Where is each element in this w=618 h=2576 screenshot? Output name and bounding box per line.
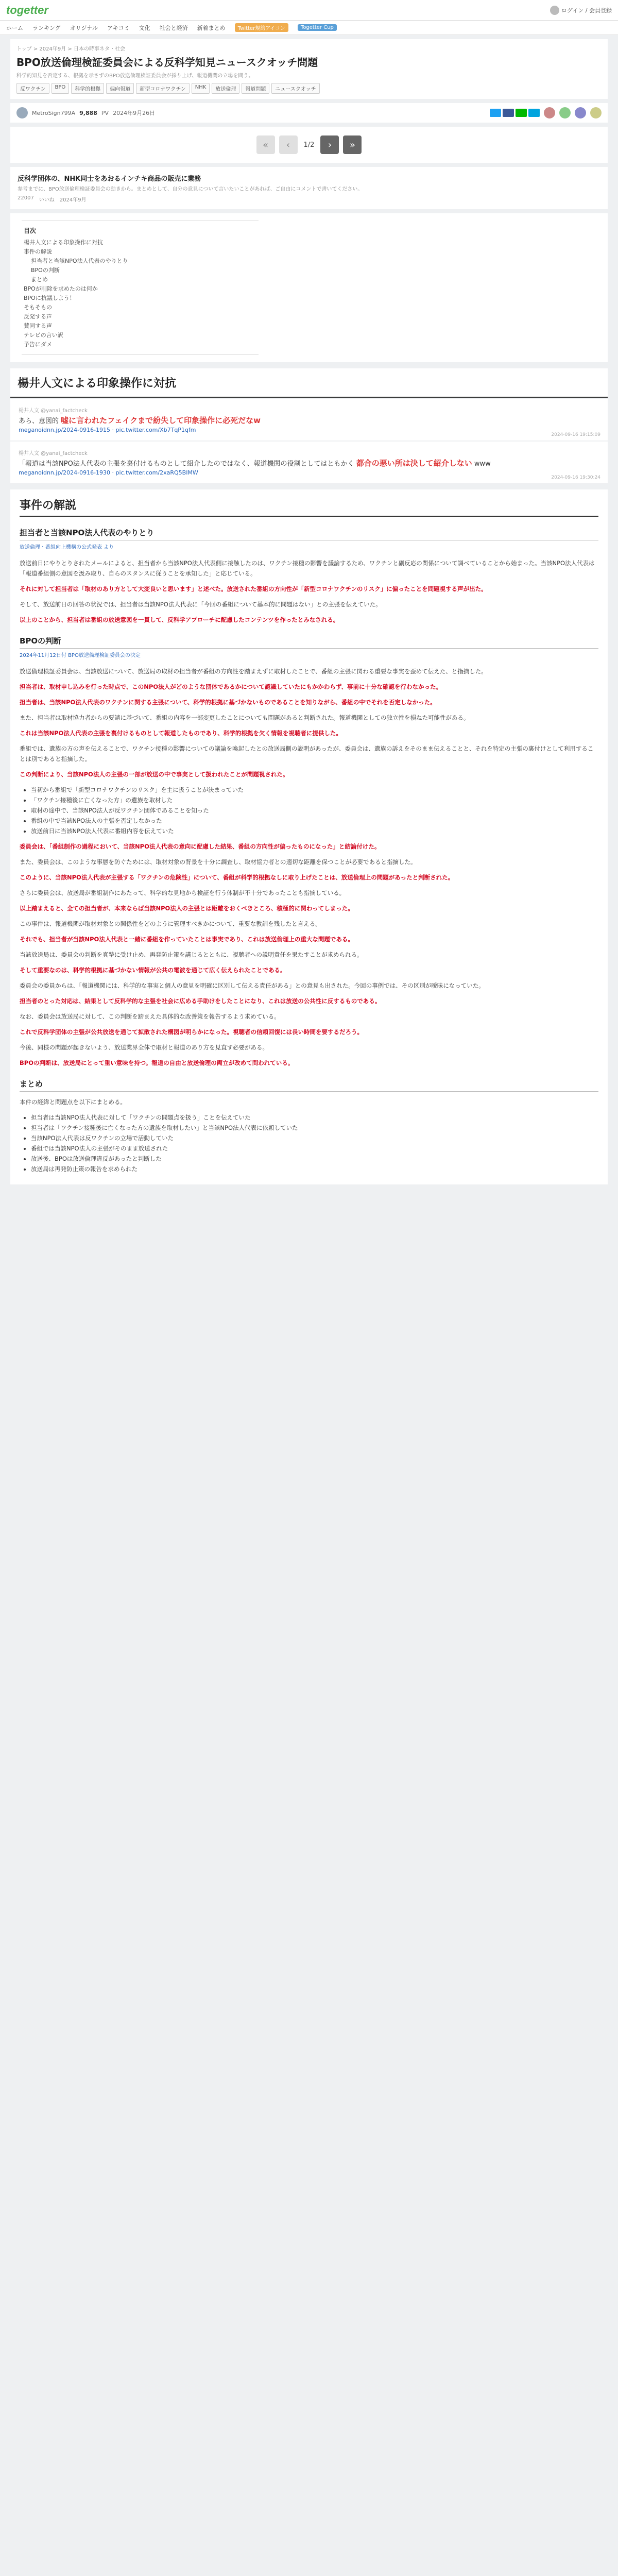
tweet-card[interactable]: [10, 442, 608, 483]
tweet-card[interactable]: [10, 399, 608, 440]
next-page-button[interactable]: ›: [320, 135, 339, 154]
first-page-button[interactable]: «: [256, 135, 275, 154]
facebook-share-icon[interactable]: [503, 109, 514, 117]
tag[interactable]: ニュースクオッチ: [271, 83, 319, 94]
author-name[interactable]: MetroSign799A: [32, 109, 76, 116]
subsection-heading: まとめ: [20, 1078, 598, 1092]
tag[interactable]: 報道問題: [242, 83, 269, 94]
subsection-heading: 担当者と当該NPO法人代表のやりとり: [20, 527, 598, 540]
tweet-timestamp[interactable]: 2024-09-16 19:15:09: [551, 432, 600, 437]
paragraph: 今後、同様の問題が起きないよう、放送業界全体で取材と報道のあり方を見直す必要がある。: [20, 1044, 268, 1051]
reference-link[interactable]: 放送倫理・番組向上機構の公式発表 より: [20, 545, 114, 550]
tweet-handle[interactable]: 楊井人文 @yanai_factcheck: [19, 408, 88, 414]
toc-item[interactable]: 賛同する声: [24, 323, 52, 329]
series-likes[interactable]: いいね: [39, 197, 55, 203]
author-avatar[interactable]: [16, 107, 28, 118]
nav-togetter-cup[interactable]: Togetter Cup: [298, 24, 337, 31]
login-label: ログイン / 会員登録: [561, 7, 612, 14]
paragraph: 委員会の委員からは、「報道機関には、科学的な事実と個人の意見を明確に区別して伝える責任がある」との意見も出された。今回の事例では、その区別が曖昧になっていた。: [20, 982, 485, 989]
tweet-handle[interactable]: 楊井人文 @yanai_factcheck: [19, 451, 88, 456]
list-item: • 当初から番組で「新型コロナワクチンのリスク」を主に扱うことが決まっていた: [31, 785, 598, 795]
toc-item[interactable]: BPOの判断: [31, 267, 60, 274]
favorite-avatar[interactable]: [559, 107, 571, 118]
paragraph: また、委員会は、このような事態を防ぐためには、取材対象の背景を十分に調査し、取材協力者との適切な距離を保つことが必要であると指摘した。: [20, 858, 417, 866]
highlight-paragraph: そして重要なのは、科学的根拠に基づかない情報が公共の電波を通じて広く伝えられたことである。: [20, 967, 286, 974]
tag[interactable]: NHK: [192, 83, 210, 94]
series-views: 22007: [18, 195, 34, 201]
explanation-section: [10, 489, 608, 1184]
tweet-text: 「報道は当該NPO法人代表の主張を裏付けるものとして紹介したのではなく、報道機関の役割としてはともかく: [19, 460, 354, 468]
reference-link[interactable]: 2024年11月12日付 BPO放送倫理検証委員会の決定: [20, 653, 141, 658]
toc-item[interactable]: 楊井人文による印象操作に対抗: [24, 239, 103, 246]
site-logo[interactable]: togetter: [6, 3, 48, 16]
highlight-paragraph: 担当者は、当該NPO法人代表のワクチンに関する主張について、科学的根拠に基づかないものであることを知りながら、番組の中でそれを否定しなかった。: [20, 699, 436, 706]
user-icon: [550, 6, 559, 15]
nav-new[interactable]: 新着まとめ: [197, 24, 226, 31]
view-label: PV: [101, 109, 109, 116]
highlight-paragraph: これは当該NPO法人代表の主張を裏付けるものとして報道したものであり、科学的根拠を欠く情報を視聴者に提供した。: [20, 730, 342, 737]
tweet-link[interactable]: meganoidnn.jp/2024-0916-1930 · pic.twitter.com/2xaRQ5BIMW: [19, 469, 198, 476]
highlight-paragraph: このように、当該NPO法人代表が主張する「ワクチンの危険性」について、番組が科学的根拠なしに取り上げたことは、放送倫理上の問題があったと判断された。: [20, 874, 454, 881]
article-meta: [10, 103, 608, 123]
tweet-suffix: www: [474, 460, 491, 468]
series-footer: [18, 195, 600, 203]
nav-society[interactable]: 社会と経済: [159, 24, 188, 31]
paragraph: 当該放送局は、委員会の判断を真摯に受け止め、再発防止策を講じるとともに、視聴者への説明責任を果たすことが求められる。: [20, 951, 363, 958]
tweet-highlight: 嘘に言われたフェイクまで紛失して印象操作に必死だなw: [61, 416, 261, 425]
toc-item[interactable]: BPOが削除を求めたのは何か: [24, 285, 98, 292]
section-heading: 事件の解説: [20, 497, 598, 517]
toc-item[interactable]: 反発する声: [24, 313, 52, 320]
subsection-heading: BPOの判断: [20, 635, 598, 649]
highlight-paragraph: この判断により、当該NPO法人の主張の一部が放送の中で事実として扱われたことが問題視された。: [20, 771, 289, 778]
tweet-text: あら、意図的: [19, 417, 59, 425]
paragraph: さらに委員会は、放送局が番組制作にあたって、科学的な見地から検証を行う体制が不十分であったことも指摘している。: [20, 889, 346, 896]
list-item: • 「ワクチン接種後に亡くなった方」の遺族を取材した: [31, 795, 598, 805]
section-heading: 楊井人文による印象操作に対抗: [10, 368, 608, 398]
list-item: • 担当者は「ワクチン接種後に亡くなった方の遺族を取材したい」と当該NPO法人代表に依頼していた: [31, 1123, 598, 1133]
last-page-button[interactable]: »: [343, 135, 362, 154]
toc-heading: 目次: [24, 227, 37, 234]
paragraph: 放送倫理検証委員会は、当該放送について、放送局の取材の担当者が番組の方向性を踏まえずに取材したことで、番組の主張に関わる重要な事実を歪めて伝えた、と指摘した。: [20, 668, 487, 675]
toc-item[interactable]: 担当者と当該NPO法人代表のやりとり: [31, 258, 128, 264]
pagination-top: [10, 127, 608, 163]
line-share-icon[interactable]: [516, 109, 527, 117]
twitter-share-icon[interactable]: [490, 109, 501, 117]
nav-akicomi[interactable]: アキコミ: [107, 24, 130, 31]
paragraph: この事件は、報道機関が取材対象との関係性をどのように管理すべきかについて、重要な教訓を残したと言える。: [20, 920, 321, 927]
tag[interactable]: 偏向報道: [106, 83, 134, 94]
toc-item[interactable]: 予告にダメ: [24, 341, 52, 348]
highlight-paragraph: 委員会は、「番組制作の過程において、当該NPO法人代表の意向に配慮した結果、番組の方向性が偏ったものになった」と結論付けた。: [20, 843, 381, 850]
paragraph: 放送前日にやりとりされたメールによると、担当者から当該NPO法人代表側に接触したのは、ワクチン接種の影響を議論するため、ワクチンと副反応の関係について調べていることから始まった。当該NPO法人代表は「報道番組側の意図を汲み取り、自らのスタンスに従うことを承知した」と応じている。: [20, 560, 595, 577]
toc-item[interactable]: テレビの言い訳: [24, 332, 63, 338]
highlight-paragraph: それでも、担当者が当該NPO法人代表と一緒に番組を作っていたことは事実であり、これは放送倫理上の重大な問題である。: [20, 936, 354, 943]
toc-item[interactable]: 事件の解説: [24, 248, 52, 255]
nav-twitter-policy[interactable]: Twitter規約アイコン: [235, 23, 288, 32]
prev-page-button[interactable]: ‹: [279, 135, 298, 154]
tag[interactable]: 反ワクチン: [16, 83, 49, 94]
favorite-avatar[interactable]: [590, 107, 602, 118]
highlight-paragraph: 以上踏まえると、全ての担当者が、本来ならば当該NPO法人の主張とは距離をおくべきところ、積極的に関わってしまった。: [20, 905, 354, 912]
highlight-paragraph: 担当者は、取材申し込みを行った時点で、このNPO法人がどのような団体であるかについて認識していたにもかかわらず、事前に十分な確認を行わなかった。: [20, 683, 442, 690]
toc-item[interactable]: BPOに抗議しよう！: [24, 295, 75, 301]
tweet-highlight: 都合の悪い所は決して紹介しない: [356, 459, 472, 468]
breadcrumb[interactable]: トップ > 2024年9月 > 日本の時事ネタ・社会: [16, 46, 125, 52]
tweet-timestamp[interactable]: 2024-09-16 19:30:24: [551, 475, 600, 480]
toc-item[interactable]: そもそもの: [24, 304, 52, 311]
list-item: • 当該NPO法人代表は反ワクチンの立場で活動していた: [31, 1133, 598, 1143]
paragraph: そして、放送前日の回答の状況では、担当者は当該NPO法人代表に「今回の番組について基本的に問題はない」との主張を伝えていた。: [20, 601, 382, 608]
list-item: • 放送後、BPOは放送倫理違反があったと判断した: [31, 1154, 598, 1164]
page-description: 科学的知見を否定する、根拠を示さずのBPO放送倫理検証委員会が採り上げ、報道機関の立場を問う。: [16, 73, 254, 79]
tag[interactable]: 新型コロナワクチン: [136, 83, 190, 94]
post-date: 2024年9月26日: [113, 110, 156, 116]
list-item: • 担当者は当該NPO法人代表に対して「ワクチンの問題点を扱う」ことを伝えていた: [31, 1112, 598, 1123]
page-indicator: 1/2: [303, 141, 315, 149]
page-title: BPO放送倫理検証委員会による反科学知見ニュースクオッチ問題: [16, 56, 318, 69]
nav-culture[interactable]: 文化: [139, 24, 150, 31]
list-item: • 番組では当該NPO法人の主張がそのまま放送された: [31, 1143, 598, 1154]
top-bar: [0, 0, 618, 21]
view-count: 9,888: [79, 109, 97, 116]
table-of-contents: [10, 213, 608, 362]
paragraph: また、担当者は取材協力者からの要請に基づいて、番組の内容を一部変更したことについても問題があると判断された。報道機関としての独立性を損ねた可能性がある。: [20, 714, 470, 721]
login-link[interactable]: [550, 6, 612, 15]
nav-home[interactable]: ホーム: [6, 24, 23, 31]
share-buttons: [490, 109, 540, 117]
nav-original[interactable]: オリジナル: [70, 24, 98, 31]
toc-item[interactable]: まとめ: [31, 276, 48, 283]
highlight-paragraph: これで反科学団体の主張が公共放送を通じて拡散された構図が明らかになった。視聴者の信頼回復には長い時間を要するだろう。: [20, 1028, 363, 1036]
hatena-share-icon[interactable]: [528, 109, 540, 117]
favorite-avatar[interactable]: [544, 107, 555, 118]
series-date: 2024年9月: [59, 197, 87, 203]
tag[interactable]: BPO: [52, 83, 70, 94]
article-header: [10, 39, 608, 99]
tweet-link[interactable]: meganoidnn.jp/2024-0916-1915 · pic.twitter.com/Xb7TqP1qfm: [19, 427, 196, 433]
series-title[interactable]: 反科学団体の、NHK同士をあおるインチキ商品の販売に業務: [18, 175, 201, 183]
highlight-paragraph: 担当者のとった対応は、結果として反科学的な主張を社会に広める手助けをしたことになり、これは放送の公共性に反するものである。: [20, 997, 381, 1005]
tag[interactable]: 科学的根拠: [71, 83, 104, 94]
series-card[interactable]: [10, 167, 608, 209]
highlight-paragraph: BPOの判断は、放送局にとって重い意味を持つ。報道の自由と放送倫理の両立が改めて問われている。: [20, 1059, 294, 1066]
main-nav: [0, 21, 618, 35]
list-item: • 取材の途中で、当該NPO法人が反ワクチン団体であることを知った: [31, 805, 598, 816]
highlight-paragraph: 以上のことから、担当者は番組の放送意図を一貫して、反科学アプローチに配慮したコンテンツを作ったとみなされる。: [20, 616, 339, 623]
favorite-avatar[interactable]: [575, 107, 586, 118]
list-item: • 放送局は再発防止策の報告を求められた: [31, 1164, 598, 1174]
fact-list: [31, 785, 598, 836]
list-item: • 放送前日に当該NPO法人代表に番組内容を伝えていた: [31, 826, 598, 836]
tag-list: [16, 83, 602, 94]
highlight-paragraph: それに対して担当者は「取材のあり方として大変良いと思います」と述べた。放送された番組の方向性が「新型コロナワクチンのリスク」に偏ったことを問題視する声が出た。: [20, 585, 487, 592]
paragraph: 番組では、遺族の方の声を伝えることで、ワクチン接種の影響についての議論を喚起したとの放送局側の説明があったが、委員会は、遺族の訴えをそのまま伝えることと、それを特定の主張の裏付けとして利用することは別であると指摘した。: [20, 745, 594, 762]
paragraph: 本件の経緯と問題点を以下にまとめる。: [20, 1098, 126, 1106]
series-note: 参考までに、BPO放送倫理検証委員会の動きから。まとめとして、自分の意見について言いたいことがあれば、ご自由にコメントで書いてください。: [18, 187, 363, 192]
summary-list: [31, 1112, 598, 1174]
nav-ranking[interactable]: ランキング: [32, 24, 61, 31]
tag[interactable]: 放送倫理: [212, 83, 239, 94]
list-item: • 番組の中で当該NPO法人の主張を否定しなかった: [31, 816, 598, 826]
paragraph: なお、委員会は放送局に対して、この判断を踏まえた具体的な改善策を報告するよう求めている。: [20, 1013, 280, 1020]
